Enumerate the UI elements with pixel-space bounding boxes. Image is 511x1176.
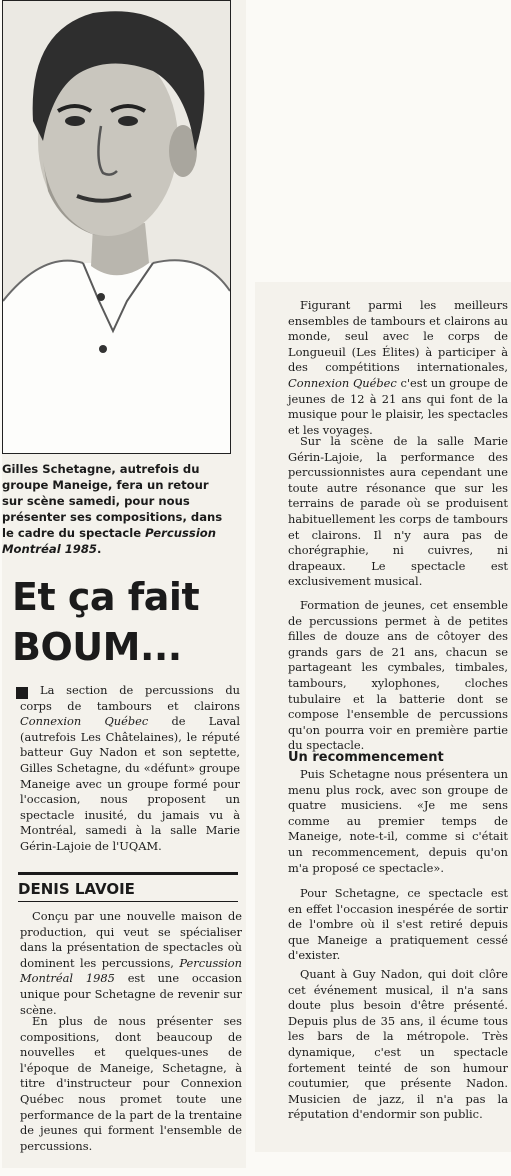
right-paragraph-5: Pour Schetagne, ce spectacle est en effet l'occasion inespérée de sortir de l'ombre où il s'est retiré depuis que Maneige a pratiquement cessé d'exister. (288, 886, 508, 963)
headline-line-2: BOUM... (12, 625, 182, 669)
lede-paragraph: La section de percussions du corps de tambours et clairons Connexion Québec de Laval (autrefois Les Châtelaines), le réputé batteur Guy Nadon et son septette, Gilles Schetagne, du «défunt» groupe Maneige avec un groupe formé pour l'occasion, nous proposent un spectacle inusité, du jamais vu à Montréal, samedi à la salle Marie Gérin-Lajoie de l'UQAM. (20, 683, 240, 853)
right-paragraph-6: Quant à Guy Nadon, qui doit clôre cet événement musical, il n'a sans doute plus besoin d'être présenté. Depuis plus de 35 ans, il écume tous les bars de la métropole. Très dynamique, c'est un spectacle fortement teinté de son humour coutumier, que présente Nadon. Musicien de jazz, il n'a pas la réputation d'endormir son public. (288, 967, 508, 1122)
byline-rule-top (18, 872, 238, 875)
right-paragraph-1: Figurant parmi les meilleurs ensembles de tambours et clairons au monde, seul avec le corps de Longueuil (Les Élites) à participer à des compétitions internationales, Connexion Québec c'est un groupe de jeunes de 12 à 21 ans qui font de la musique pour le plaisir, les spectacles et les voyages. (288, 298, 508, 437)
left-paragraph-1: Conçu par une nouvelle maison de production, qui veut se spécialiser dans la présentation de spectacles où dominent les percussions, Percussion Montréal 1985 est une occasion unique pour Schetagne de revenir sur scène. (20, 909, 243, 1017)
headline (12, 572, 242, 672)
right-paragraph-2: Sur la scène de la salle Marie Gérin-Lajoie, la performance des percussionnistes aura cependant une toute autre résonance que sur les terrains de parade où se produisent habituellement les corps de tambours et clairons. Il n'y aura pas de chorégraphie, ni cuivres, ni drapeaux. Le spectacle est exclusivement musical. (288, 434, 508, 589)
byline-rule-bottom (18, 901, 238, 902)
headline-line-1: Et ça fait (12, 575, 200, 619)
subheading: Un recommencement (288, 750, 444, 765)
left-paragraph-2: En plus de nous présenter ses compositions, dont beaucoup de nouvelles et quelques-unes de l'époque de Maneige, Schetagne, à titre d'instructeur pour Connexion Québec nous promet toute une performance de la part de la trentaine de jeunes qui forment l'ensemble de percussions. (20, 1014, 242, 1153)
byline: DENIS LAVOIE (18, 880, 135, 898)
portrait-photo (2, 0, 231, 454)
right-paragraph-4: Puis Schetagne nous présentera un menu plus rock, avec son groupe de quatre musiciens. «Je me sens comme au premier temps de Maneige, note-t-il, comme si c'était un recommencement, depuis qu'on m'a proposé ce spectacle». (288, 767, 508, 875)
right-paragraph-3: Formation de jeunes, cet ensemble de percussions permet à de petites filles de douze ans de côtoyer des grands gars de 21 ans, chacun se partageant les cymbales, timbales, tambours, xylophones, cloches tubulaire et la batterie dont se compose l'ensemble de percussions qu'on pourra voir en première partie du spectacle. (288, 598, 508, 753)
photo-caption: Gilles Schetagne, autrefois du groupe Maneige, fera un retour sur scène samedi, pour nous présenter ses compositions, dans le cadre du spectacle Percussion Montréal 1985. (2, 462, 223, 556)
